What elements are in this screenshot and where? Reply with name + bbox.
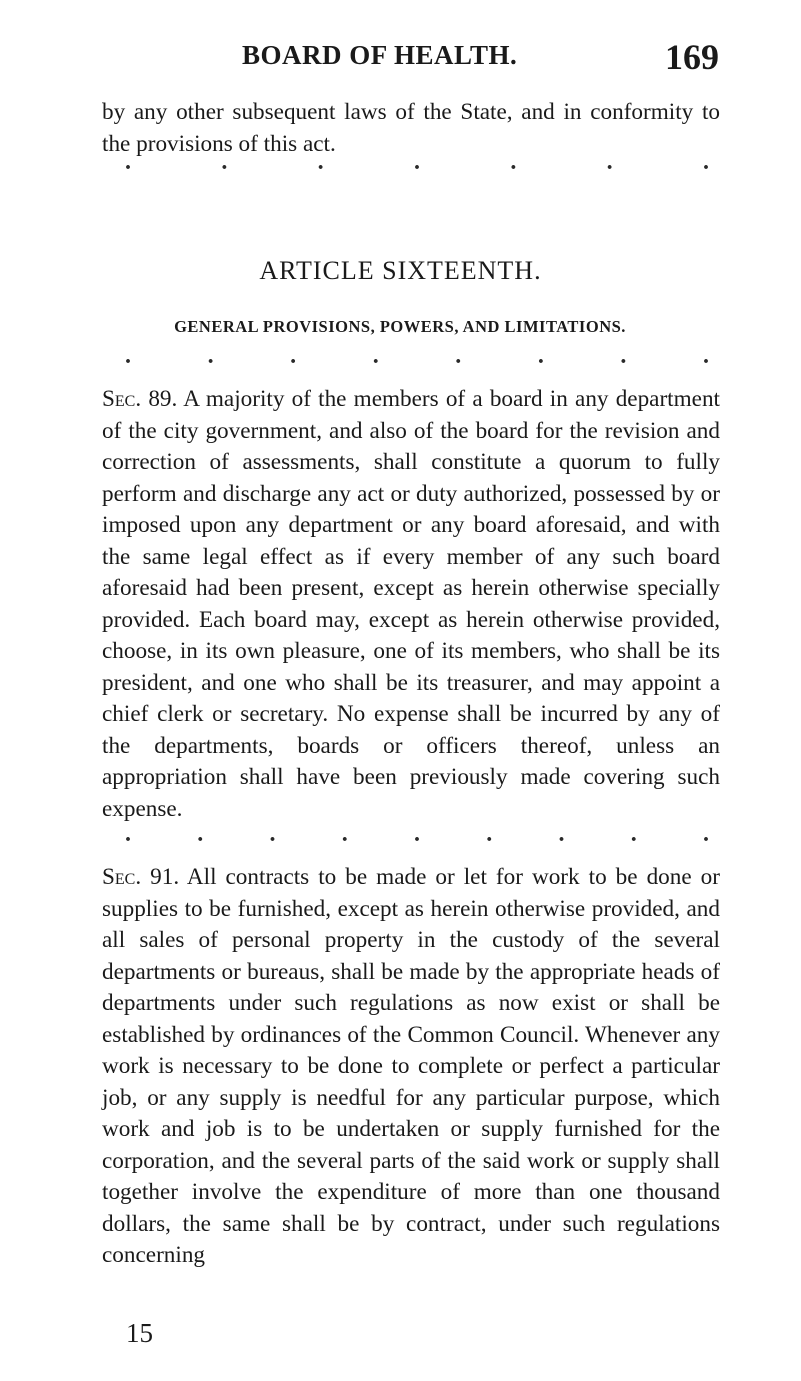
running-head: BOARD OF HEALTH. xyxy=(242,40,518,70)
ellipsis-dot: . xyxy=(372,343,379,369)
ellipsis-dot: . xyxy=(125,149,131,175)
ellipsis-dot: . xyxy=(125,343,131,369)
ellipsis-dot: . xyxy=(414,821,420,847)
ellipsis-dot: . xyxy=(558,821,565,847)
intro-paragraph xyxy=(102,97,720,160)
signature-mark: 15 xyxy=(126,1318,153,1348)
ellipsis-dot: . xyxy=(702,149,709,175)
ellipsis-dot: . xyxy=(620,343,627,369)
ellipsis-dot: . xyxy=(290,343,297,369)
ellipsis-dot: . xyxy=(455,343,462,369)
section-91 xyxy=(102,862,720,1272)
ellipsis-dot: . xyxy=(537,343,544,369)
article-subtitle: GENERAL PROVISIONS, POWERS, AND LIMITATIONS. xyxy=(174,317,626,336)
page-header xyxy=(0,36,801,86)
ellipsis-row-2 xyxy=(124,343,710,369)
section-91-paragraph xyxy=(102,862,720,1272)
section-89-paragraph xyxy=(102,384,720,825)
ellipsis-dot: . xyxy=(317,149,324,175)
ellipsis-dot: . xyxy=(630,821,637,847)
article-title: ARTICLE SIXTEENTH. xyxy=(259,256,542,285)
ellipsis-dot: . xyxy=(413,149,420,175)
section-89-text: A majority of the members of a board in any department of the city government, and also of the board for the revision and correction of assessments, shall constitute a quorum to fully perform and discharge any act or duty authorized, possessed by or imposed upon any department or any board aforesaid, and with the same legal effect as if every member of any such board aforesaid had been present, except as herein otherwise specially provided. Each board may, except as herein otherwise provided, choose, in its own pleasure, one of its members, who shall be its president, and one who shall be its treasurer, and may appoint a chief clerk or secretary. No expense shall be incurred by any of the departments, boards or officers thereof, unless an appropriation shall have been previously made covering such expense. xyxy=(102,386,720,822)
ellipsis-dot: . xyxy=(125,821,131,847)
page-number: 169 xyxy=(665,37,719,77)
section-89 xyxy=(102,384,720,825)
ellipsis-dot: . xyxy=(486,821,493,847)
section-91-label: Sec. 91. xyxy=(102,864,180,890)
ellipsis-dot: . xyxy=(197,821,204,847)
section-89-label: Sec. 89. xyxy=(102,386,178,412)
intro-text: by any other subsequent laws of the State, and in conformity to the provisions of this act. xyxy=(102,99,720,157)
section-91-text: All contracts to be made or let for work to be done or supplies to be furnished, except as herein otherwise provided, and all sales of personal property in the custody of the several departments or bureaus, shall be made by the appropriate heads of departments under such regulations as now exist or shall be established by ordinances of the Common Council. Whenever any work is necessary to be done to complete or perfect a particular job, or any supply is needful for any particular purpose, which work and job is to be undertaken or supply furnished for the corporation, and the several parts of the said work or supply shall together involve the expenditure of more than one thousand dollars, the same shall be by contract, under such regulations concerning xyxy=(102,864,720,1268)
ellipsis-dot: . xyxy=(341,821,348,847)
ellipsis-row-1 xyxy=(124,149,710,175)
ellipsis-row-3 xyxy=(124,821,710,847)
ellipsis-dot: . xyxy=(269,821,276,847)
ellipsis-dot: . xyxy=(606,149,613,175)
ellipsis-dot: . xyxy=(703,821,709,847)
ellipsis-dot: . xyxy=(702,343,709,369)
ellipsis-dot: . xyxy=(510,149,517,175)
ellipsis-dot: . xyxy=(221,149,228,175)
ellipsis-dot: . xyxy=(207,343,214,369)
